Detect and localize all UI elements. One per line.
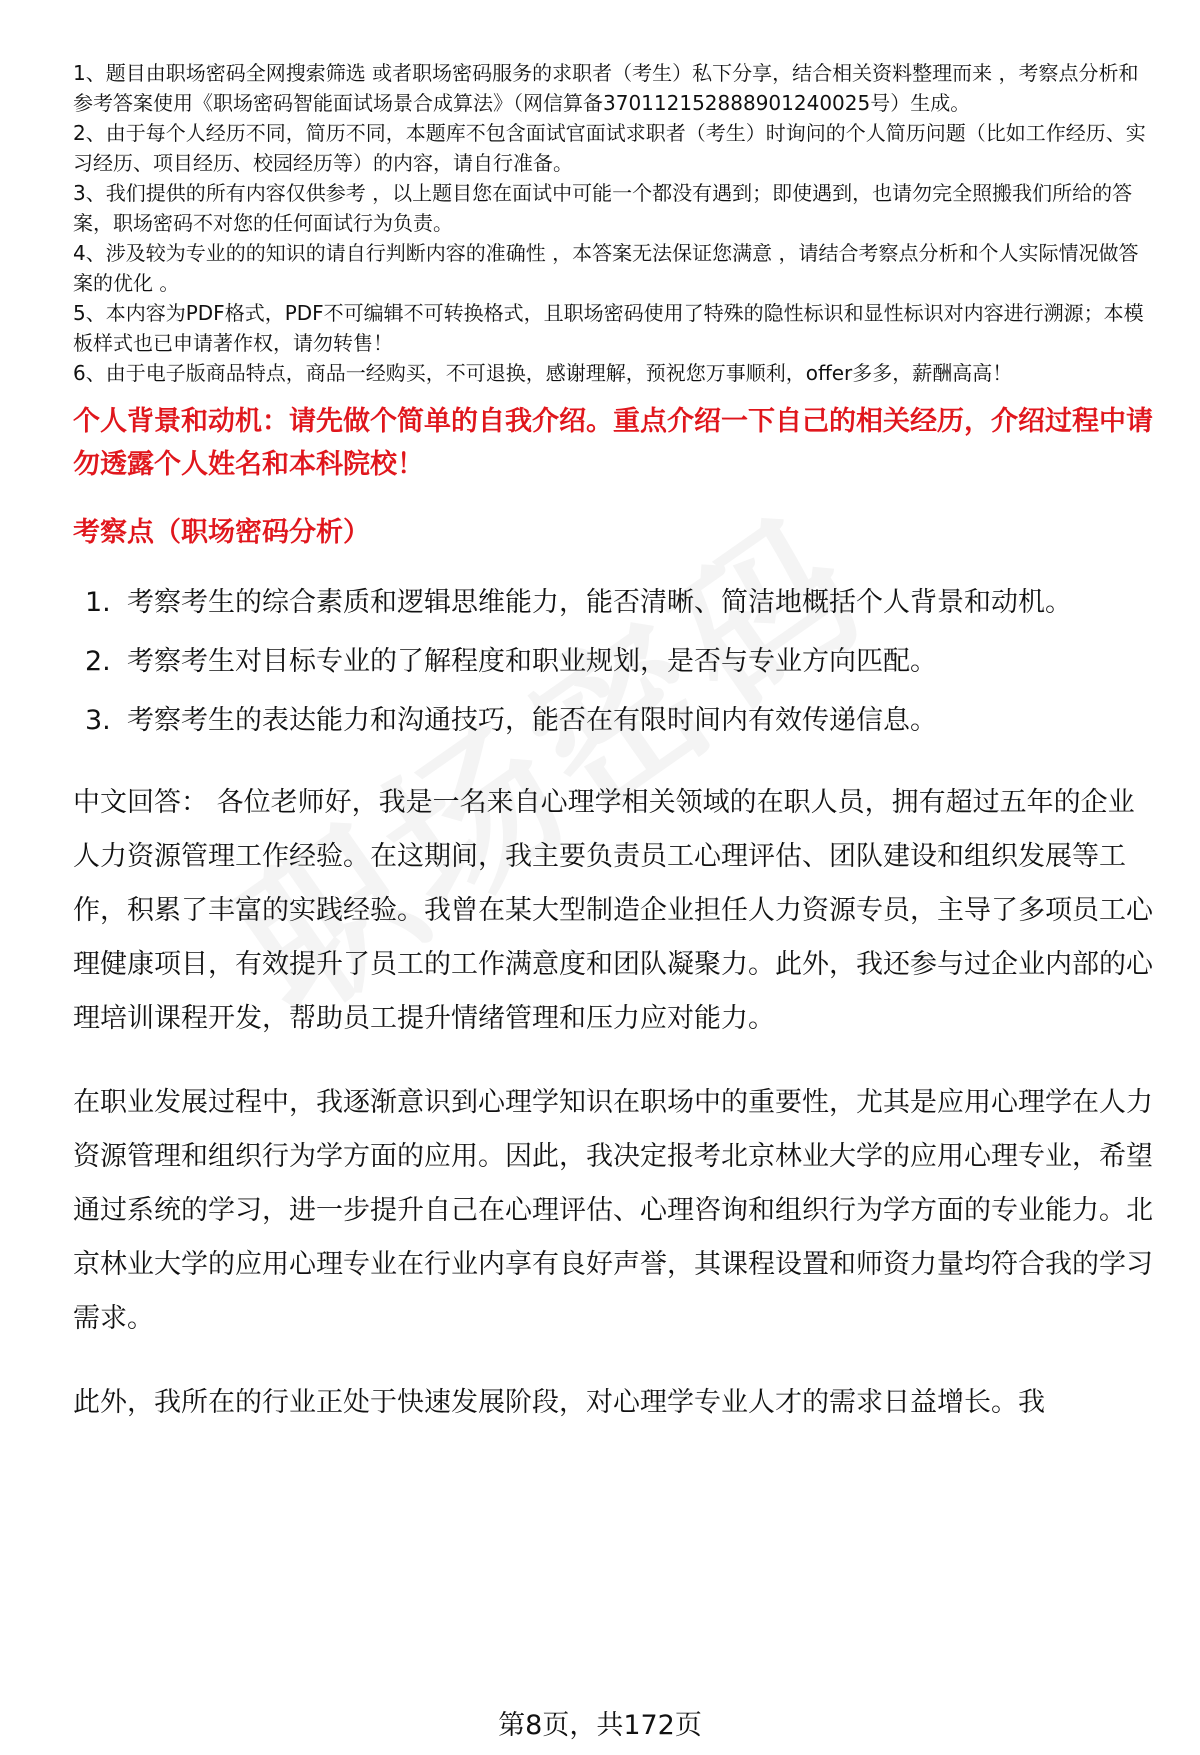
point-text: 考察考生的表达能力和沟通技巧，能否在有限时间内有效传递信息。 (127, 705, 937, 736)
note-item: 5、本内容为PDF格式，PDF不可编辑不可转换格式，且职场密码使用了特殊的隐性标识和显性标识对内容进行溯源；本模板样式也已申请著作权，请勿转售！ (73, 301, 1144, 355)
note-item: 4、涉及较为专业的的知识的请自行判断内容的准确性 ，本答案无法保证您满意 ，请结合考察点分析和个人实际情况做答案的优化 。 (73, 241, 1139, 295)
page-number: 第8页，共172页 (498, 1710, 702, 1741)
analysis-points (73, 576, 1153, 748)
analysis-point (73, 635, 1153, 689)
answer-paragraph: 在职业发展过程中，我逐渐意识到心理学知识在职场中的重要性，尤其是应用心理学在人力资源管理和组织行为学方面的应用。因此，我决定报考北京林业大学的应用心理专业，希望通过系统的学习，进一步提升自己在心理评估、心理咨询和组织行为学方面的专业能力。北京林业大学的应用心理专业在行业内享有良好声誉，其课程设置和师资力量均符合我的学习需求。 (73, 1087, 1153, 1334)
answer-section (73, 776, 1153, 1430)
notes-section (73, 58, 1153, 388)
analysis-heading: 考察点（职场密码分析） (73, 517, 370, 548)
point-text: 考察考生的综合素质和逻辑思维能力，能否清晰、简洁地概括个人背景和动机。 (127, 587, 1072, 618)
analysis-point (73, 694, 1153, 748)
note-item: 1、题目由职场密码全网搜索筛选 或者职场密码服务的求职者（考生）私下分享，结合相关资料整理而来 ，考察点分析和参考答案使用《职场密码智能面试场景合成算法》（网信算备370112152888901240025号）生成。 (73, 61, 1139, 115)
note-item: 6、由于电子版商品特点，商品一经购买，不可退换，感谢理解，预祝您万事顺利，offer多多，薪酬高高！ (73, 361, 1013, 385)
answer-paragraph: 中文回答： 各位老师好，我是一名来自心理学相关领域的在职人员，拥有超过五年的企业人力资源管理工作经验。在这期间，我主要负责员工心理评估、团队建设和组织发展等工作，积累了丰富的实践经验。我曾在某大型制造企业担任人力资源专员，主导了多项员工心理健康项目，有效提升了员工的工作满意度和团队凝聚力。此外，我还参与过企业内部的心理培训课程开发，帮助员工提升情绪管理和压力应对能力。 (73, 787, 1153, 1034)
question-title: 个人背景和动机：请先做个简单的自我介绍。重点介绍一下自己的相关经历，介绍过程中请勿透露个人姓名和本科院校！ (73, 406, 1153, 480)
point-number: 3. (85, 705, 111, 736)
analysis-point (73, 576, 1153, 630)
point-number: 1. (85, 587, 111, 618)
note-item: 3、我们提供的所有内容仅供参考 ，以上题目您在面试中可能一个都没有遇到；即使遇到，也请勿完全照搬我们所给的答案，职场密码不对您的任何面试行为负责。 (73, 181, 1133, 235)
point-number: 2. (85, 646, 111, 677)
note-item: 2、由于每个人经历不同，简历不同，本题库不包含面试官面试求职者（考生）时询问的个人简历问题（比如工作经历、实习经历、项目经历、校园经历等）的内容，请自行准备。 (73, 121, 1146, 175)
point-text: 考察考生对目标专业的了解程度和职业规划，是否与专业方向匹配。 (127, 646, 937, 677)
answer-paragraph: 此外，我所在的行业正处于快速发展阶段，对心理学专业人才的需求日益增长。我 (73, 1387, 1045, 1418)
content (73, 58, 1153, 1430)
